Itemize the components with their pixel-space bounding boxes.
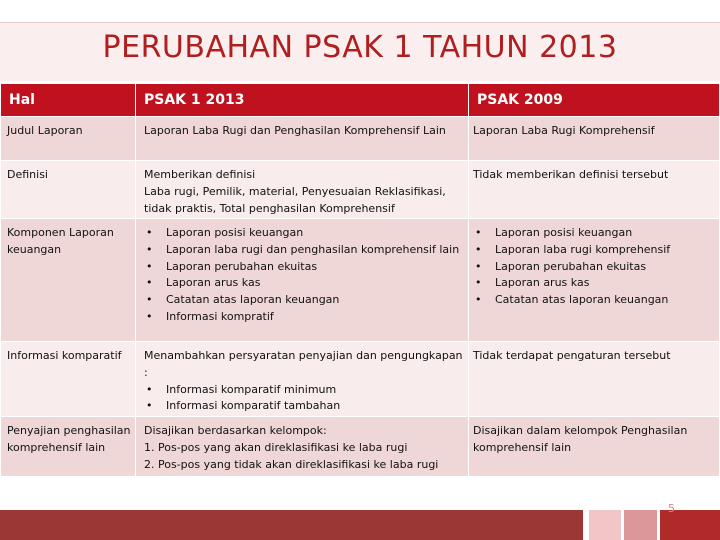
footer-block-medium (624, 510, 657, 540)
list-item: • Laporan arus kas (473, 275, 715, 292)
table-row (1, 117, 720, 161)
row-label: Penyajian penghasilan komprehensif lain (1, 417, 136, 477)
header-hal: Hal (1, 84, 136, 117)
header-psak-2009: PSAK 2009 (469, 84, 720, 117)
list-item: • Catatan atas laporan keuangan (144, 292, 464, 309)
table-row (1, 417, 720, 477)
list-item: • Catatan atas laporan keuangan (473, 292, 715, 309)
cell-text: Memberikan definisi (144, 168, 256, 181)
footer-block-light (589, 510, 621, 540)
cell-psak-2009: Tidak terdapat pengaturan tersebut (469, 342, 720, 417)
cell-psak-2013 (136, 219, 469, 342)
cell-psak-2013 (136, 161, 469, 219)
list-item: • Laporan perubahan ekuitas (473, 259, 715, 276)
bullet-list (144, 225, 464, 326)
row-label: Definisi (1, 161, 136, 219)
list-item: • Informasi komparatif minimum (144, 382, 464, 399)
comparison-table (0, 83, 720, 477)
cell-text: 1. Pos-pos yang akan direklasifikasi ke laba rugi (144, 440, 408, 454)
list-item: • Laporan laba rugi dan penghasilan komprehensif lain (144, 242, 464, 259)
list-item: • Laporan posisi keuangan (473, 225, 715, 242)
list-item: • Informasi kompratif (144, 309, 464, 326)
list-item: • Laporan perubahan ekuitas (144, 259, 464, 276)
cell-text: Menambahkan persyaratan penyajian dan pengungkapan : (144, 349, 463, 379)
cell-text: 2. Pos-pos yang tidak akan direklasifikasi ke laba rugi (144, 457, 439, 471)
list-item: • Laporan posisi keuangan (144, 225, 464, 242)
header-psak-2013: PSAK 1 2013 (136, 84, 469, 117)
cell-psak-2013: Laporan Laba Rugi dan Penghasilan Komprehensif Lain (136, 117, 469, 161)
row-label: Informasi komparatif (1, 342, 136, 417)
row-label: Judul Laporan (1, 117, 136, 161)
list-item: • Informasi komparatif tambahan (144, 398, 464, 415)
footer-bar (0, 510, 720, 540)
cell-psak-2009: Laporan Laba Rugi Komprehensif (469, 117, 720, 161)
page-number: 5 (668, 502, 675, 515)
bullet-list (473, 225, 715, 309)
table-row (1, 161, 720, 219)
cell-text: Laba rugi, Pemilik, material, Penyesuaian Reklasifikasi, tidak praktis, Total penghasilan Komprehensif (144, 184, 446, 215)
cell-psak-2009 (469, 219, 720, 342)
bullet-list (144, 382, 464, 416)
cell-text: Disajikan berdasarkan kelompok: (144, 424, 327, 437)
cell-psak-2009: Tidak memberikan definisi tersebut (469, 161, 720, 219)
cell-psak-2013 (136, 342, 469, 417)
list-item: • Laporan arus kas (144, 275, 464, 292)
table-header-row (1, 84, 720, 117)
cell-psak-2009: Disajikan dalam kelompok Penghasilan komprehensif lain (469, 417, 720, 477)
list-item: • Laporan laba rugi komprehensif (473, 242, 715, 259)
table-row (1, 219, 720, 342)
slide-title: PERUBAHAN PSAK 1 TAHUN 2013 (102, 30, 618, 65)
cell-psak-2013 (136, 417, 469, 477)
table-row (1, 342, 720, 417)
footer-block-dark (0, 510, 583, 540)
row-label: Komponen Laporan keuangan (1, 219, 136, 342)
